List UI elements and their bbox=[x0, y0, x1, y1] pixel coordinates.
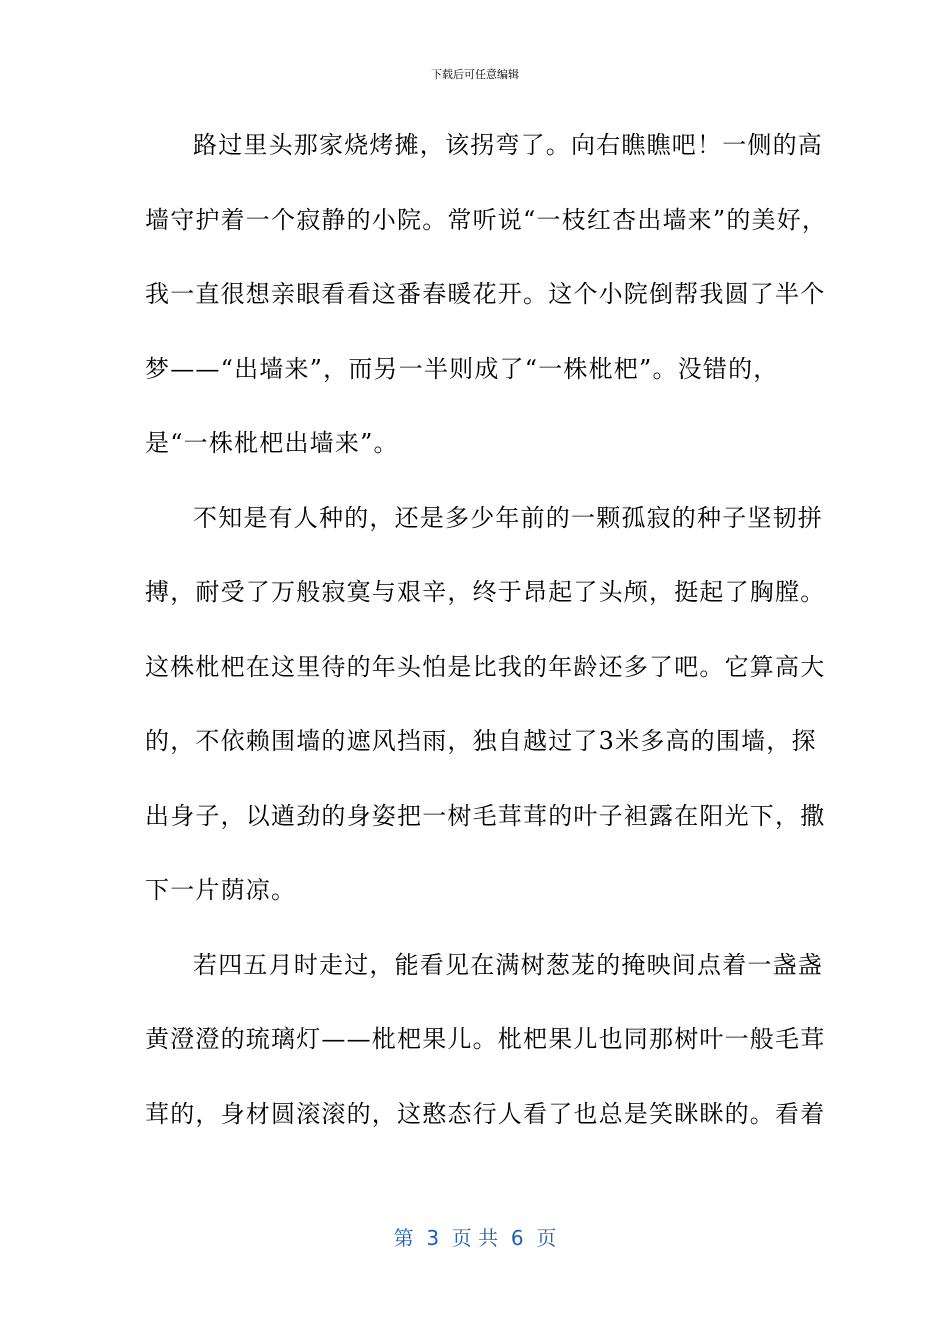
text-line: 墙守护着一个寂静的小院。常听说“一枝红杏出墙来”的美好， bbox=[145, 205, 828, 234]
text-line: 我一直很想亲眼看看这番春暖花开。这个小院倒帮我圆了半个 bbox=[145, 280, 826, 308]
text-line: 黄澄澄的琉璃灯——枇杷果儿。枇杷果儿也同那树叶一般毛茸 bbox=[145, 1025, 826, 1053]
text-line: 出身子，以遒劲的身姿把一树毛茸茸的叶子袒露在阳光下，撒 bbox=[145, 801, 826, 830]
text-line: 若四五月时走过，能看见在满树葱茏的掩映间点着一盏盏 bbox=[193, 950, 823, 979]
text-line: 下一片荫凉。 bbox=[145, 876, 297, 904]
page-header-note: 下载后可任意编辑 bbox=[431, 68, 519, 81]
text-line: 茸的，身材圆滚滚的，这憨态行人看了也总是笑眯眯的。看着 bbox=[145, 1099, 826, 1128]
text-line: 不知是有人种的，还是多少年前的一颗孤寂的种子坚韧拼 bbox=[193, 503, 823, 532]
text-line: 这株枇杷在这里待的年头怕是比我的年龄还多了吧。它算高大 bbox=[145, 652, 826, 681]
document-body bbox=[145, 120, 828, 1163]
text-line: 梦——“出墙来”，而另一半则成了“一株枇杷”。没错的， bbox=[145, 354, 779, 383]
page-number-footer: 第 3 页 共 6 页 bbox=[393, 1226, 557, 1250]
text-line: 搏，耐受了万般寂寞与艰辛，终于昂起了头颅，挺起了胸膛。 bbox=[145, 578, 826, 606]
text-line: 路过里头那家烧烤摊，该拐弯了。向右瞧瞧吧！一侧的高 bbox=[193, 131, 823, 159]
text-line: 是“一株枇杷出墙来”。 bbox=[145, 429, 399, 457]
text-line: 的，不依赖围墙的遮风挡雨，独自越过了3米多高的围墙，探 bbox=[145, 727, 817, 755]
